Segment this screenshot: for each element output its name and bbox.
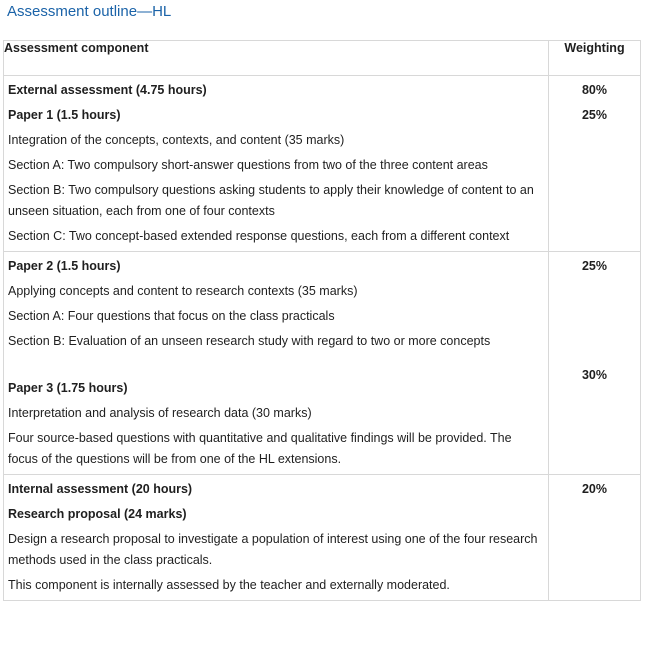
research-proposal-label: Research proposal (24 marks) bbox=[8, 507, 187, 521]
table-row-internal bbox=[4, 475, 641, 601]
paper2-line: Applying concepts and content to research contexts (35 marks) bbox=[8, 284, 358, 298]
table-row-external bbox=[4, 76, 641, 252]
paper3-label: Paper 3 (1.75 hours) bbox=[8, 381, 128, 395]
paper3-weight: 30% bbox=[581, 368, 608, 382]
external-component-cell bbox=[4, 76, 549, 252]
paper1-line: Integration of the concepts, contexts, and content (35 marks) bbox=[8, 133, 345, 147]
table-row-paper2-3 bbox=[4, 252, 641, 475]
paper2-3-weight-cell bbox=[549, 252, 641, 475]
page-title: Assessment outline—HL bbox=[7, 3, 172, 20]
paper1-line: Section B: Two compulsory questions asking students to apply their knowledge of content to an unseen situation, each from one of four contexts bbox=[8, 183, 534, 218]
column-header-component: Assessment component bbox=[4, 41, 549, 76]
paper1-weight: 25% bbox=[581, 108, 608, 122]
paper2-label: Paper 2 (1.5 hours) bbox=[8, 259, 121, 273]
paper2-3-component-cell bbox=[4, 252, 549, 475]
external-assessment-label: External assessment (4.75 hours) bbox=[8, 83, 207, 97]
internal-line: This component is internally assessed by the teacher and externally moderated. bbox=[8, 578, 450, 592]
external-weight-cell bbox=[549, 76, 641, 252]
paper3-line: Interpretation and analysis of research data (30 marks) bbox=[8, 406, 312, 420]
external-weight: 80% bbox=[581, 83, 608, 97]
table-header-row bbox=[4, 41, 641, 76]
internal-weight-cell bbox=[549, 475, 641, 601]
column-header-weighting: Weighting bbox=[549, 41, 641, 76]
internal-component-cell bbox=[4, 475, 549, 601]
paper3-line: Four source-based questions with quantitative and qualitative findings will be provided. The focus of the questions will be from one of the HL extensions. bbox=[8, 431, 512, 466]
paper1-line: Section A: Two compulsory short-answer questions from two of the three content areas bbox=[8, 158, 488, 172]
paper2-line: Section B: Evaluation of an unseen research study with regard to two or more concepts bbox=[8, 334, 491, 348]
paper2-weight: 25% bbox=[581, 259, 608, 273]
paper1-line: Section C: Two concept-based extended response questions, each from a different context bbox=[8, 229, 510, 243]
internal-assessment-label: Internal assessment (20 hours) bbox=[8, 482, 193, 496]
internal-line: Design a research proposal to investigate a population of interest using one of the four research methods used in the class practicals. bbox=[8, 532, 538, 567]
assessment-outline-table bbox=[3, 40, 641, 601]
paper1-label: Paper 1 (1.5 hours) bbox=[8, 108, 121, 122]
paper2-line: Section A: Four questions that focus on the class practicals bbox=[8, 309, 335, 323]
internal-weight: 20% bbox=[581, 482, 608, 496]
